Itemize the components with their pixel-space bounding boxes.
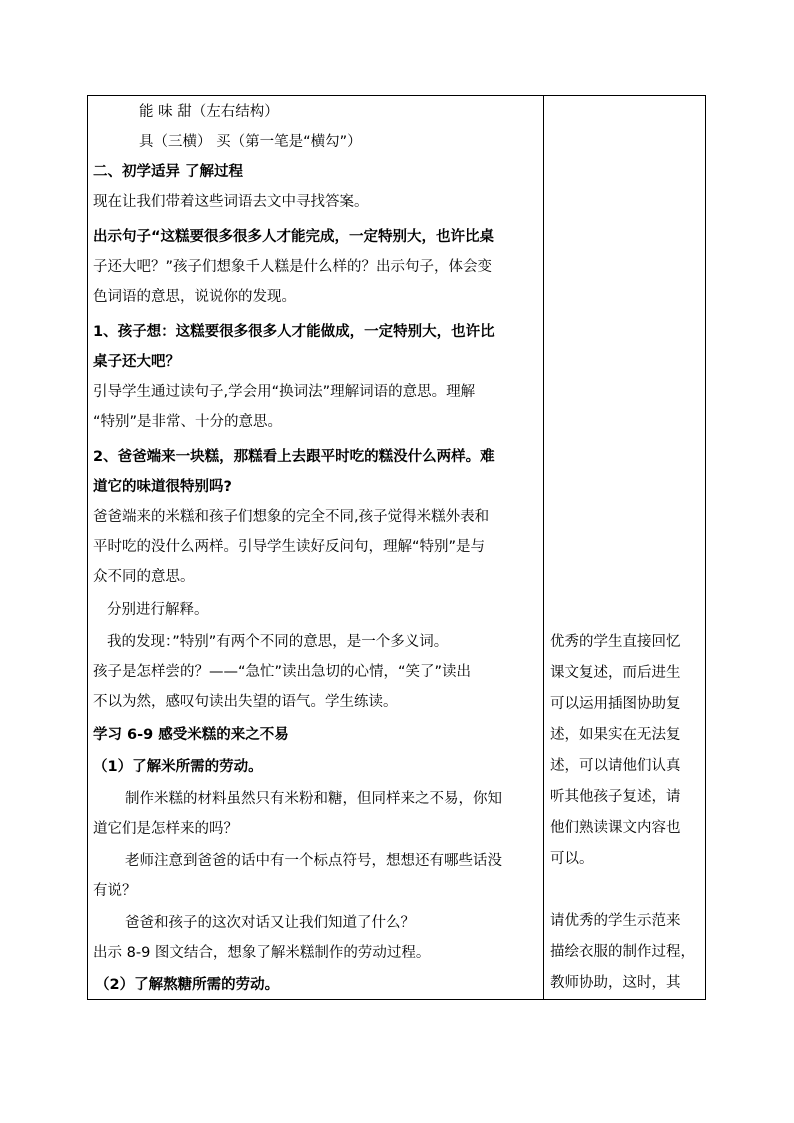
- text-line: 众不同的意思。: [93, 569, 195, 585]
- column-divider: [543, 96, 544, 999]
- text-line: 道它的味道很特别吗?: [93, 479, 232, 495]
- note-line: 描绘衣服的制作过程，: [550, 944, 695, 960]
- text-line: 2、爸爸端来一块糕，那糕看上去跟平时吃的糕没什么两样。难: [93, 449, 495, 465]
- text-line: （1）了解米所需的劳动。: [93, 759, 263, 775]
- note-line: 述，可以请他们认真: [550, 758, 681, 774]
- text-line: 制作米糕的材料虽然只有米粉和糖，但同样来之不易，你知: [125, 791, 502, 807]
- note-line: 述，如果实在无法复: [550, 727, 681, 743]
- text-line: 出示句子“这糕要很多很多人才能完成，一定特别大，也许比桌: [93, 229, 495, 245]
- text-line: 引导学生通过读句子,学会用“换词法”理解词语的意思。理解: [93, 384, 476, 400]
- text-line: 学习 6-9 感受米糕的来之不易: [93, 727, 289, 743]
- note-line: 课文复述，而后进生: [550, 665, 681, 681]
- text-line: 1、孩子想：这糕要很多很多人才能做成，一定特别大，也许比: [93, 324, 495, 340]
- note-line: 可以运用插图协助复: [550, 696, 681, 712]
- char-structure-line-2: 具（三横） 买（第一笔是“横勾”）: [139, 134, 362, 150]
- text-line: 色词语的意思，说说你的发现。: [93, 289, 296, 305]
- note-line: 教师协助，这时，其: [550, 975, 681, 991]
- text-line: “特别”是非常、十分的意思。: [93, 414, 283, 430]
- text-line: 道它们是怎样来的吗？: [93, 821, 238, 837]
- text-line: 子还大吧？”孩子们想象千人糕是什么样的？出示句子，体会变: [93, 259, 493, 275]
- text-line: 出示 8-9 图文结合，想象了解米糕制作的劳动过程。: [93, 945, 431, 961]
- note-line: 可以。: [550, 851, 594, 867]
- text-line: 桌子还大吧？: [93, 354, 180, 370]
- text-line: 有说？: [93, 883, 137, 899]
- note-line: 优秀的学生直接回忆: [550, 634, 681, 650]
- text-line: 平时吃的没什么两样。引导学生读好反问句，理解“特别”是与: [93, 539, 486, 555]
- text-line: 不以为然，感叹句读出失望的语气。学生练读。: [93, 694, 398, 710]
- text-line: 分别进行解释。: [107, 602, 209, 618]
- text-line: （2）了解熬糖所需的劳动。: [95, 977, 280, 993]
- text-line: 老师注意到爸爸的话中有一个标点符号，想想还有哪些话没: [125, 853, 502, 869]
- section-heading-2: 二、初学适异 了解过程: [93, 164, 244, 180]
- char-structure-line-1: 能 味 甜（左右结构）: [139, 104, 279, 120]
- text-line: 爸爸端来的米糕和孩子们想象的完全不同,孩子觉得米糕外表和: [93, 509, 490, 525]
- note-line: 听其他孩子复述，请: [550, 789, 681, 805]
- text-line: 爸爸和孩子的这次对话又让我们知道了什么？: [125, 915, 415, 931]
- note-line: 请优秀的学生示范来: [550, 913, 681, 929]
- text-line: 我的发现：”特别”有两个不同的意思，是一个多义词。: [107, 634, 449, 650]
- text-line: 孩子是怎样尝的？——“急忙”读出急切的心情，“笑了”读出: [93, 664, 472, 680]
- text-line: 现在让我们带着这些词语去文中寻找答案。: [93, 194, 369, 210]
- note-line: 他们熟读课文内容也: [550, 820, 681, 836]
